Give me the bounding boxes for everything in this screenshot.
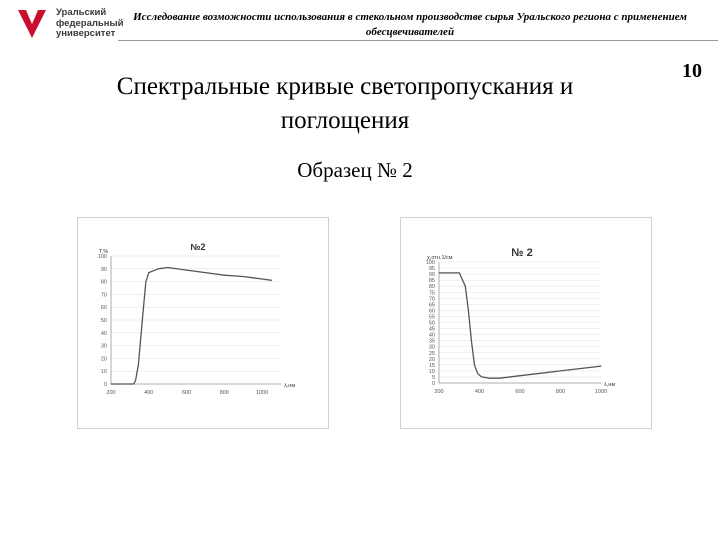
x-tick-label: 800 [219,390,229,396]
y-tick-label: 20 [428,356,435,363]
y-tick-label: 65 [428,302,435,309]
y-tick-label: 80 [428,284,435,291]
slide-title: Спектральные кривые светопропускания и поглощения [116,73,574,134]
x-axis-label: λ,нм [284,383,296,389]
y-tick-label: 45 [428,326,435,333]
y-tick-label: 35 [428,338,435,345]
y-tick-label: 100 [97,254,107,260]
data-point [135,380,136,381]
y-tick-label: 70 [100,292,107,299]
data-point [560,371,561,372]
y-tick-label: 80 [100,279,107,286]
y-tick-label: 0 [431,381,435,387]
data-point [243,276,244,277]
header-divider [118,40,718,41]
data-point [141,332,142,333]
y-tick-label: 60 [100,305,107,312]
x-tick-label: 600 [181,390,192,396]
y-tick-label: 40 [428,332,435,339]
x-tick-label: 1000 [255,390,269,396]
y-tick-label: 10 [100,369,107,376]
data-point [580,368,581,369]
sample-subtitle: Образец № 2 [297,158,413,182]
data-point [489,378,490,379]
university-logo [16,7,124,40]
x-tick-label: 1000 [594,389,608,395]
y-tick-label: 30 [428,344,435,351]
y-tick-label: 70 [428,296,435,303]
y-tick-label: 5 [431,374,435,381]
data-point [468,310,469,311]
y-tick-label: 90 [100,266,107,273]
y-axis-label: χ,отн.1/см [427,255,453,261]
logo-line: федеральный [56,17,124,29]
data-point [133,384,134,385]
y-tick-label: 60 [428,308,435,315]
y-tick-label: 25 [428,350,435,357]
y-tick-label: 85 [428,278,435,285]
data-point [601,366,602,367]
y-tick-label: 30 [100,343,107,350]
y-tick-label: 75 [428,290,435,297]
data-point [205,272,206,273]
data-point [474,364,475,365]
data-point [111,384,112,385]
data-point [158,268,159,269]
series-line [111,268,272,385]
absorption-chart [401,218,651,428]
data-point [262,279,263,280]
slide-number: 10 [682,60,702,82]
header-title: Исследование возможности использования в стекольном производстве сырья Уральского региона с применением обесцвечивателей [133,11,687,38]
x-tick-label: 800 [555,389,566,395]
x-tick-label: 400 [474,389,485,395]
data-point [540,373,541,374]
transmission-chart [78,218,328,428]
y-tick-label: 0 [103,382,107,388]
series-line [439,273,601,378]
x-axis-label: λ,нм [604,382,616,388]
y-tick-label: 10 [428,368,435,375]
y-tick-label: 95 [428,266,435,273]
data-point [271,280,272,281]
data-point [481,377,482,378]
y-tick-label: 50 [100,318,107,324]
data-point [459,272,460,273]
y-tick-label: 20 [100,356,107,363]
y-tick-label: 15 [428,362,435,369]
x-tick-label: 600 [515,389,525,395]
data-point [471,340,472,341]
y-tick-label: 40 [100,330,107,337]
data-point [439,272,440,273]
data-point [167,267,168,268]
data-point [144,300,145,301]
chart-title: № 2 [511,247,533,259]
data-point [499,378,500,379]
chart-title: №2 [190,242,206,252]
y-tick-label: 100 [425,260,435,266]
logo-emblem-icon [16,8,48,40]
absorption-chart-frame [400,217,652,429]
x-tick-label: 200 [434,389,444,395]
data-point [224,275,225,276]
data-point [146,281,147,282]
x-tick-label: 200 [106,390,116,396]
transmission-chart-frame [77,217,329,429]
logo-line: Уральский [56,7,107,18]
data-point [520,375,521,376]
x-tick-label: 400 [144,390,154,396]
logo-line: университет [56,28,116,39]
data-point [138,364,139,365]
y-tick-label: 50 [428,320,435,327]
logo-text [56,8,123,40]
y-tick-label: 55 [428,314,435,321]
data-point [477,373,478,374]
y-axis-label: T,% [99,249,109,255]
data-point [186,270,187,271]
data-point [148,272,149,273]
data-point [465,286,466,287]
y-tick-label: 90 [428,272,435,279]
